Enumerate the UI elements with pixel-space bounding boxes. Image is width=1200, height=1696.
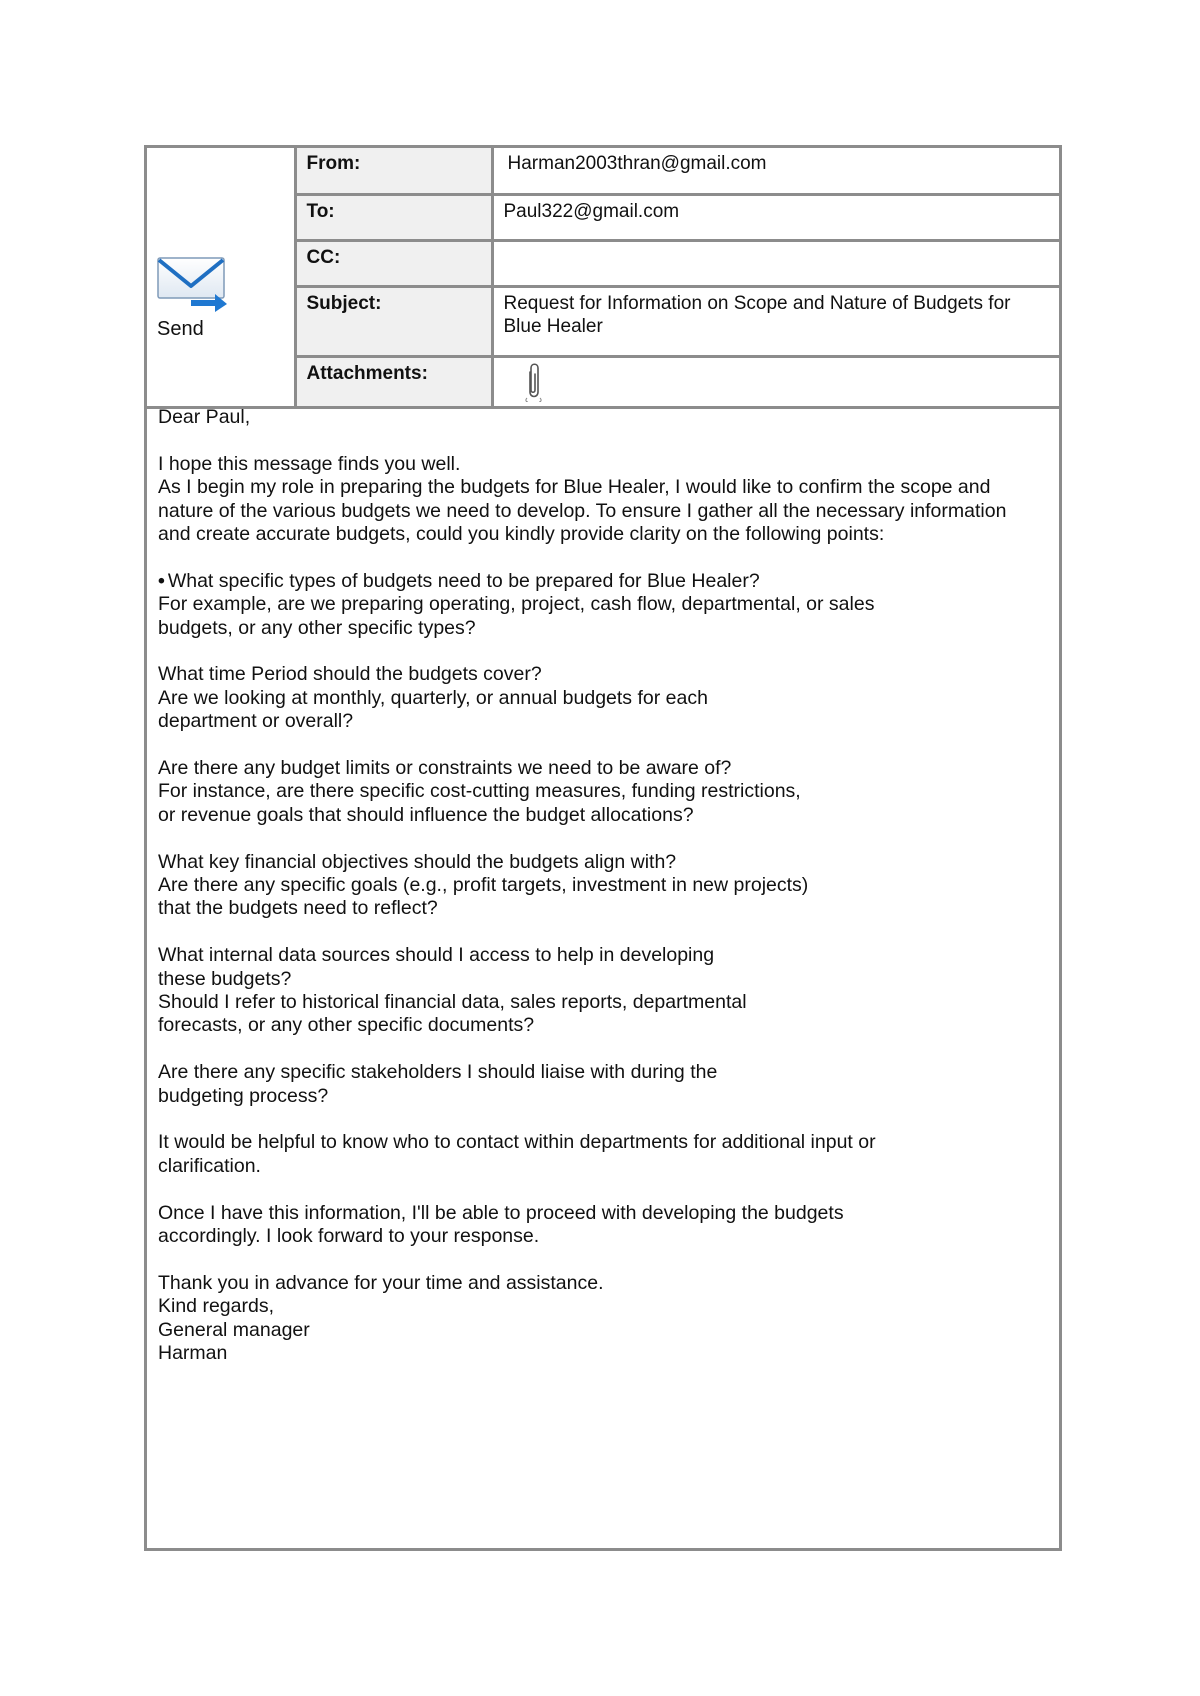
bullet-icon: •	[158, 569, 165, 592]
body-line: It would be helpful to know who to contact within departments for additional input or	[158, 1131, 876, 1154]
signoff-line: Kind regards,	[158, 1295, 274, 1318]
send-label: Send	[157, 318, 204, 341]
question-3: Are there any budget limits or constraints we need to be aware of?	[158, 757, 732, 780]
question-2: What time Period should the budgets cover?	[158, 663, 542, 686]
paperclip-icon[interactable]	[522, 362, 546, 402]
body-line: department or overall?	[158, 710, 354, 733]
body-line: budgets, or any other specific types?	[158, 616, 476, 639]
question-1	[158, 570, 1048, 593]
body-line: clarification.	[158, 1154, 261, 1177]
send-button[interactable]	[157, 256, 284, 341]
question-text: What specific types of budgets need to be prepared for Blue Healer?	[167, 569, 760, 592]
question-5: What internal data sources should I access to help in developing	[158, 944, 715, 967]
signoff-line: Thank you in advance for your time and assistance.	[158, 1271, 604, 1294]
body-line: these budgets?	[158, 967, 292, 990]
to-field[interactable]: Paul322@gmail.com	[492, 194, 1059, 240]
body-line: Are we looking at monthly, quarterly, or annual budgets for each	[158, 686, 708, 709]
envelope-send-icon[interactable]	[157, 256, 229, 312]
send-cell[interactable]	[147, 148, 295, 407]
subject-label: Subject:	[295, 286, 492, 356]
body-line: that the budgets need to reflect?	[158, 897, 438, 920]
body-line: Should I refer to historical financial data, sales reports, departmental	[158, 991, 747, 1014]
body-line: forecasts, or any other specific documents?	[158, 1014, 535, 1037]
body-line: Once I have this information, I'll be able to proceed with developing the budgets	[158, 1201, 844, 1224]
cc-field[interactable]	[492, 240, 1059, 286]
body-line: or revenue goals that should influence the budget allocations?	[158, 803, 694, 826]
from-label: From:	[295, 148, 492, 194]
email-form	[144, 145, 1062, 1551]
from-field[interactable]: Harman2003thran@gmail.com	[492, 148, 1059, 194]
greeting: Dear Paul,	[158, 406, 251, 428]
body-line: For example, are we preparing operating, project, cash flow, departmental, or sales	[158, 593, 875, 616]
email-header	[147, 148, 1059, 409]
body-line: accordingly. I look forward to your response.	[158, 1225, 540, 1248]
question-6: Are there any specific stakeholders I should liaise with during the	[158, 1061, 718, 1084]
attachments-field[interactable]	[492, 356, 1059, 407]
signature: Harman	[158, 1342, 228, 1365]
question-4: What key financial objectives should the budgets align with?	[158, 850, 677, 873]
body-line: budgeting process?	[158, 1084, 329, 1107]
body-line: and create accurate budgets, could you kindly provide clarity on the following points:	[158, 523, 885, 546]
body-line: Are there any specific goals (e.g., profit targets, investment in new projects)	[158, 874, 809, 897]
email-body[interactable]	[158, 406, 1048, 1366]
attachments-label: Attachments:	[295, 356, 492, 407]
body-line: I hope this message finds you well.	[158, 452, 461, 475]
subject-field[interactable]: Request for Information on Scope and Nature of Budgets for Blue Healer	[492, 286, 1059, 356]
body-line: For instance, are there specific cost-cutting measures, funding restrictions,	[158, 780, 801, 803]
body-line: As I begin my role in preparing the budgets for Blue Healer, I would like to confirm the scope and	[158, 476, 991, 499]
to-label: To:	[295, 194, 492, 240]
signoff-line: General manager	[158, 1318, 310, 1341]
body-line: nature of the various budgets we need to develop. To ensure I gather all the necessary information	[158, 499, 1007, 522]
cc-label: CC:	[295, 240, 492, 286]
